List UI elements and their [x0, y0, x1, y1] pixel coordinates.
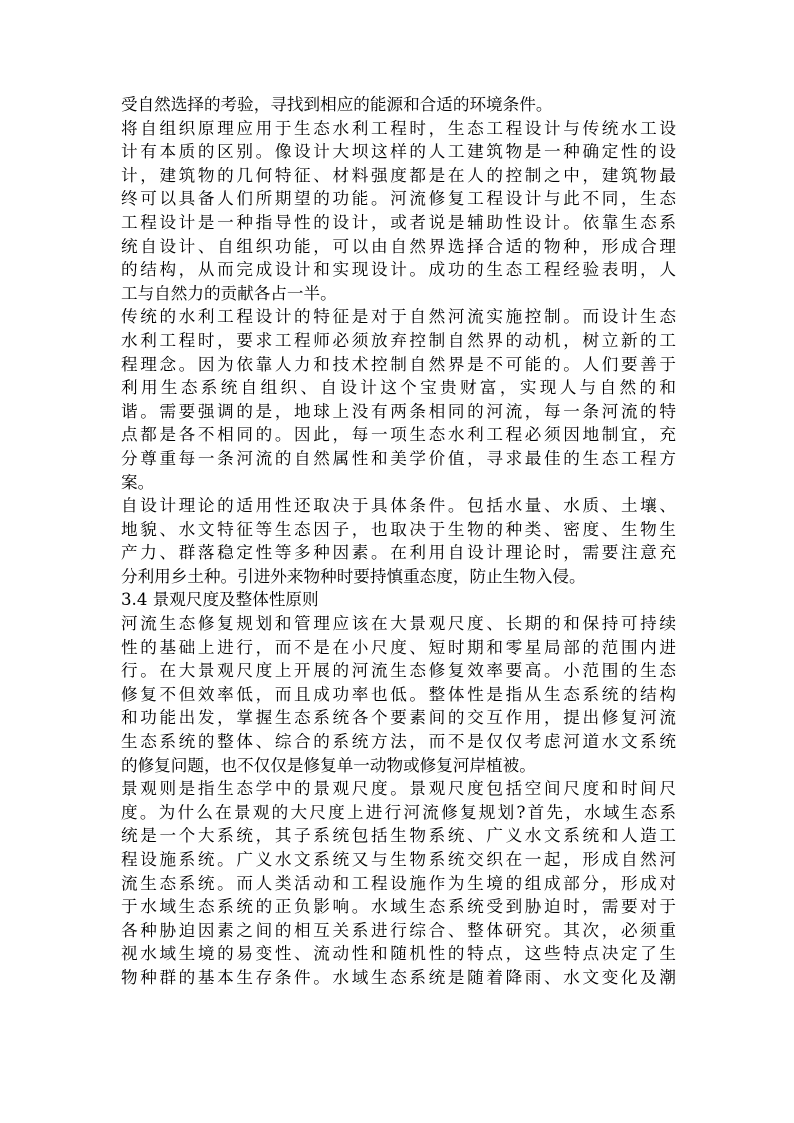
- document-body: [121, 93, 676, 990]
- text-line: 景观则是指生态学中的景观尺度。景观尺度包括空间尺度和时间尺: [121, 779, 676, 799]
- text-line: 的修复问题，也不仅仅是修复单一动物或修复河岸植被。: [121, 755, 536, 775]
- text-line: 计有本质的区别。像设计大坝这样的人工建筑物是一种确定性的设: [121, 142, 676, 162]
- text-line: 工与自然力的贡献各占一半。: [121, 283, 337, 303]
- text-line: 度。为什么在景观的大尺度上进行河流修复规划?首先，水域生态系: [121, 802, 676, 822]
- text-line: 利用生态系统自组织、自设计这个宝贵财富，实现人与自然的和: [121, 378, 676, 398]
- text-line: 行。在大景观尺度上开展的河流生态修复效率要高。小范围的生态: [121, 661, 676, 681]
- text-line: 将自组织原理应用于生态水利工程时，生态工程设计与传统水工设: [121, 118, 676, 138]
- text-line: 地貌、水文特征等生态因子，也取决于生物的种类、密度、生物生: [121, 519, 676, 539]
- text-line: 计，建筑物的几何特征、材料强度都是在人的控制之中，建筑物最: [121, 165, 676, 185]
- section-heading: 3.4 景观尺度及整体性原则: [121, 590, 319, 610]
- text-line: 产力、群落稳定性等多种因素。在利用自设计理论时，需要注意充: [121, 543, 676, 563]
- text-line: 传统的水利工程设计的特征是对于自然河流实施控制。而设计生态: [121, 307, 676, 327]
- text-line: 修复不但效率低，而且成功率也低。整体性是指从生态系统的结构: [121, 684, 676, 704]
- text-line: 点都是各不相同的。因此，每一项生态水利工程必须因地制宜，充: [121, 425, 676, 445]
- text-line: 性的基础上进行，而不是在小尺度、短时期和零星局部的范围内进: [121, 637, 676, 657]
- text-line: 统是一个大系统，其子系统包括生物系统、广义水文系统和人造工: [121, 826, 676, 846]
- text-line: 于水域生态系统的正负影响。水域生态系统受到胁迫时，需要对于: [121, 897, 676, 917]
- text-line: 视水域生境的易变性、流动性和随机性的特点，这些特点决定了生: [121, 944, 676, 964]
- text-line: 统自设计、自组织功能，可以由自然界选择合适的物种，形成合理: [121, 236, 676, 256]
- text-line: 生态系统的整体、综合的系统方法，而不是仅仅考虑河道水文系统: [121, 732, 676, 752]
- text-line: 工程设计是一种指导性的设计，或者说是辅助性设计。依靠生态系: [121, 212, 676, 232]
- text-line: 物种群的基本生存条件。水域生态系统是随着降雨、水文变化及潮: [121, 967, 676, 987]
- text-line: 自设计理论的适用性还取决于具体条件。包括水量、水质、土壤、: [121, 496, 676, 516]
- text-line: 流生态系统。而人类活动和工程设施作为生境的组成部分，形成对: [121, 873, 676, 893]
- text-line: 的结构，从而完成设计和实现设计。成功的生态工程经验表明，人: [121, 260, 676, 280]
- text-line: 案。: [121, 472, 155, 492]
- text-line: 水利工程时，要求工程师必须放弃控制自然界的动机，树立新的工: [121, 330, 676, 350]
- text-line: 程理念。因为依靠人力和技术控制自然界是不可能的。人们要善于: [121, 354, 676, 374]
- text-line: 分利用乡土种。引进外来物种时要持慎重态度，防止生物入侵。: [121, 566, 586, 586]
- text-line: 受自然选择的考验，寻找到相应的能源和合适的环境条件。: [121, 95, 553, 114]
- text-line: 终可以具备人们所期望的功能。河流修复工程设计与此不同，生态: [121, 189, 676, 209]
- text-line: 分尊重每一条河流的自然属性和美学价值，寻求最佳的生态工程方: [121, 448, 676, 468]
- text-line: 各种胁迫因素之间的相互关系进行综合、整体研究。其次，必须重: [121, 920, 676, 940]
- text-line: 程设施系统。广义水文系统又与生物系统交织在一起，形成自然河: [121, 850, 676, 869]
- text-line: 和功能出发，掌握生态系统各个要素间的交互作用，提出修复河流: [121, 708, 676, 728]
- text-line: 谐。需要强调的是，地球上没有两条相同的河流，每一条河流的特: [121, 401, 676, 421]
- text-line: 河流生态修复规划和管理应该在大景观尺度、长期的和保持可持续: [121, 614, 676, 634]
